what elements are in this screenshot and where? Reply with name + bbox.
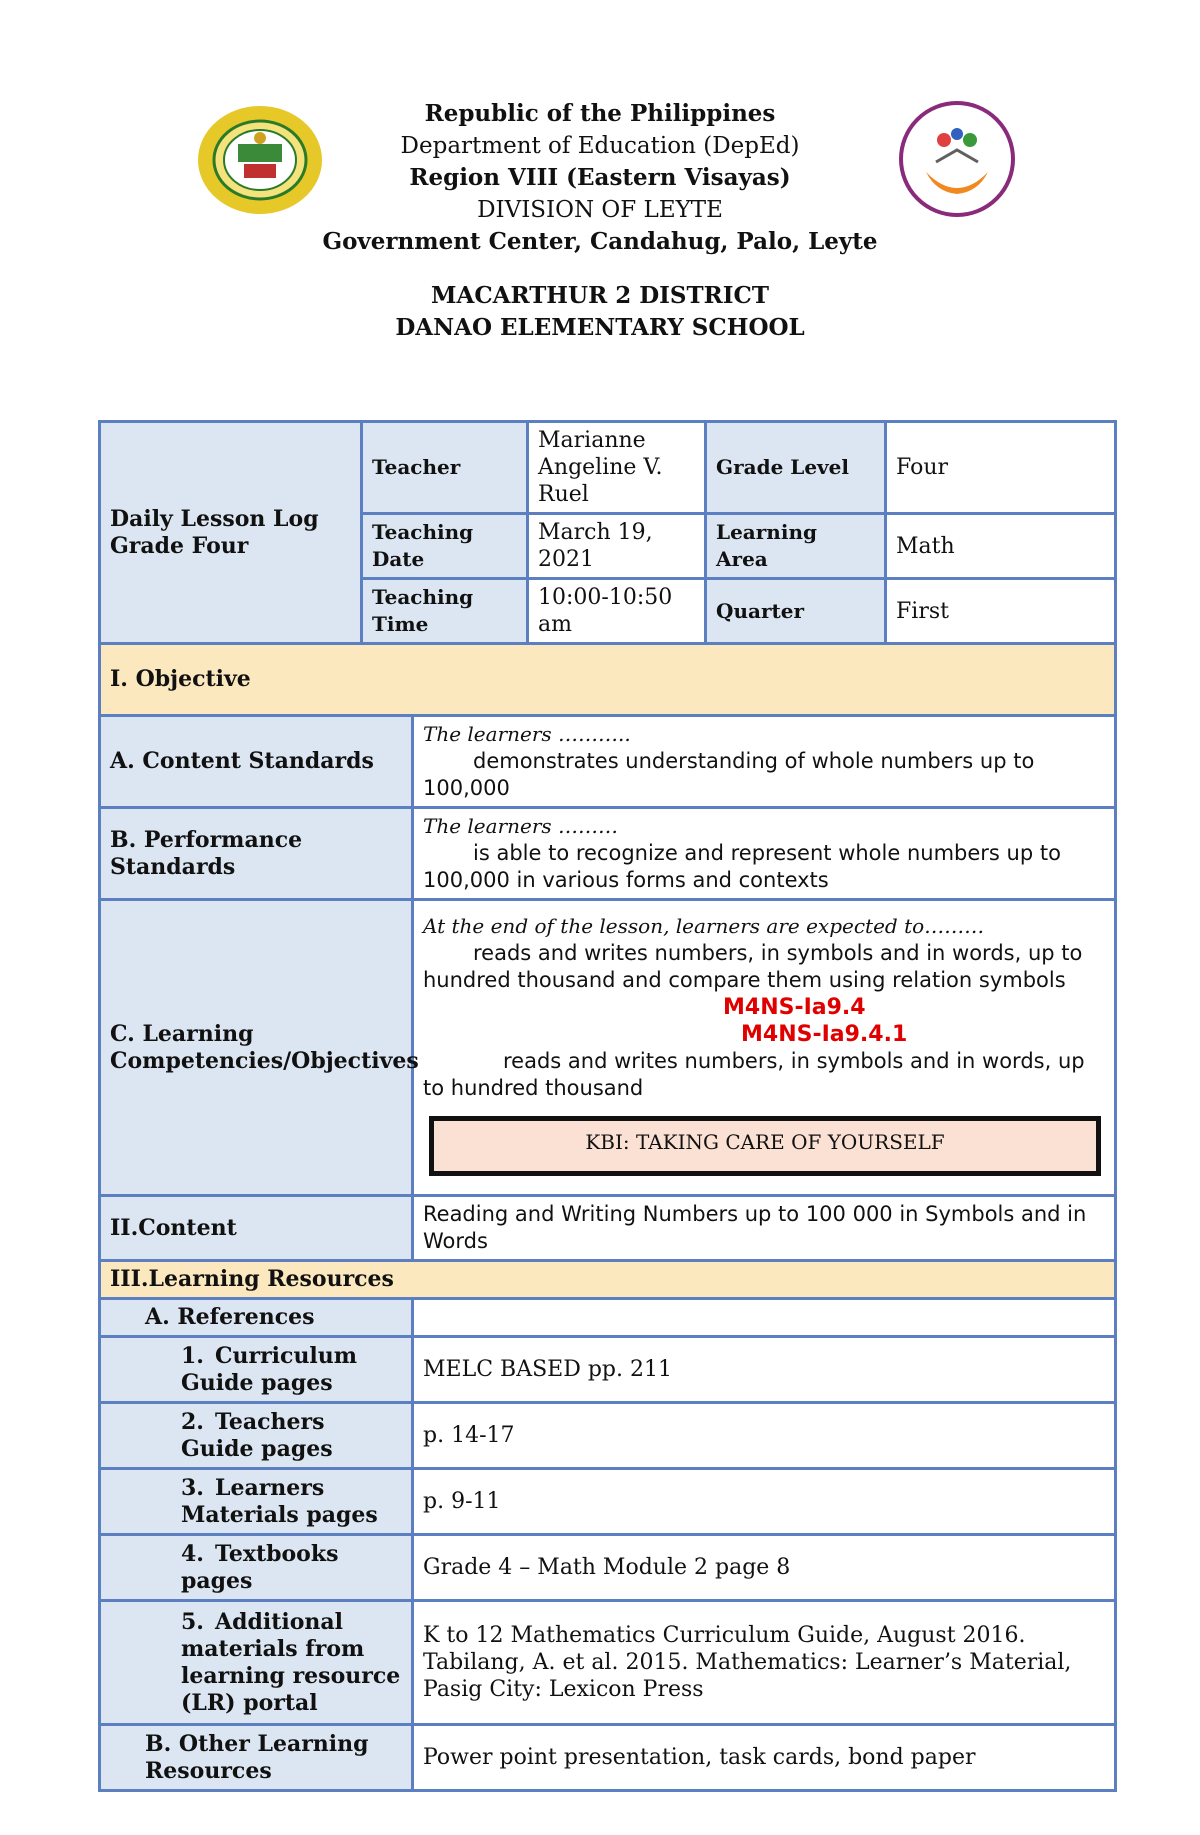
grade-level-label: Grade Level [706, 422, 886, 514]
header-division: DIVISION OF LEYTE [477, 197, 723, 223]
textbooks-value: Grade 4 – Math Module 2 page 8 [413, 1535, 1116, 1601]
content-standards-cell [413, 716, 1116, 808]
header-address: Government Center, Candahug, Palo, Leyte [322, 228, 878, 255]
learning-competencies-label: C. Learning Competencies/Objectives [100, 900, 413, 1196]
kbi-box: KBI: TAKING CARE OF YOURSELF [429, 1116, 1101, 1176]
content-standards-lead: The learners ……….. [423, 722, 631, 746]
teaching-time-value: 10:00-10:50 am [528, 579, 706, 644]
additional-materials-ref-1: K to 12 Mathematics Curriculum Guide, August 2016. [423, 1623, 1026, 1648]
teacher-value: Marianne Angeline V. Ruel [528, 422, 706, 514]
additional-materials-value [413, 1601, 1116, 1725]
additional-materials-ref-2: Tabilang, A. et al. 2015. Mathematics: Learner’s Material, Pasig City: Lexicon Press [423, 1650, 1072, 1702]
quarter-label: Quarter [706, 579, 886, 644]
learning-resources-heading: III.Learning Resources [100, 1261, 1116, 1299]
header-department: Department of Education (DepEd) [400, 133, 800, 159]
competency-code-2: M4NS-Ia9.4.1 [741, 1022, 908, 1047]
teaching-time-label: Teaching Time [362, 579, 528, 644]
other-resources-value: Power point presentation, task cards, bond paper [413, 1725, 1116, 1791]
learning-area-value: Math [886, 514, 1116, 579]
performance-standards-cell [413, 808, 1116, 900]
learning-competencies-cell [413, 900, 1116, 1196]
content-standards-label: A. Content Standards [100, 716, 413, 808]
content-standards-text: demonstrates understanding of whole numbers up to 100,000 [423, 749, 1035, 800]
curriculum-guide-label: 1. Curriculum Guide pages [100, 1337, 413, 1403]
textbooks-label: 4. Textbooks pages [100, 1535, 413, 1601]
learning-area-label: Learning Area [706, 514, 886, 579]
dll-title: Daily Lesson Log [110, 505, 319, 532]
references-label: A. References [100, 1299, 413, 1337]
references-value [413, 1299, 1116, 1337]
learners-materials-label: 3. Learners Materials pages [100, 1469, 413, 1535]
objective-heading: I. Objective [100, 644, 1116, 716]
additional-materials-label: 5. Additional materials from learning resource (LR) portal [100, 1601, 413, 1725]
teaching-date-label: Teaching Date [362, 514, 528, 579]
teachers-guide-value: p. 14-17 [413, 1403, 1116, 1469]
header-region: Region VIII (Eastern Visayas) [409, 164, 791, 191]
content-label: II.Content [100, 1196, 413, 1261]
dll-grade-title: Grade Four [110, 532, 249, 559]
performance-standards-text: is able to recognize and represent whole numbers up to 100,000 in various forms and contexts [423, 841, 1061, 892]
quarter-value: First [886, 579, 1116, 644]
dll-title-cell [100, 422, 362, 644]
header-district: MACARTHUR 2 DISTRICT [431, 282, 769, 309]
learning-competencies-text-2: reads and writes numbers, in symbols and in words, up to hundred thousand [423, 1049, 1085, 1100]
performance-standards-lead: The learners ……… [423, 814, 619, 838]
teacher-label: Teacher [362, 422, 528, 514]
teachers-guide-label: 2. Teachers Guide pages [100, 1403, 413, 1469]
performance-standards-label: B. Performance Standards [100, 808, 413, 900]
content-text: Reading and Writing Numbers up to 100 000 in Symbols and in Words [413, 1196, 1116, 1261]
competency-code-1: M4NS-Ia9.4 [723, 995, 866, 1020]
document-header [0, 98, 1200, 344]
grade-level-value: Four [886, 422, 1116, 514]
curriculum-guide-value: MELC BASED pp. 211 [413, 1337, 1116, 1403]
header-school: DANAO ELEMENTARY SCHOOL [395, 314, 805, 341]
learning-competencies-text-1: reads and writes numbers, in symbols and in words, up to hundred thousand and compare them using relation symbols [423, 941, 1083, 992]
learning-competencies-lead: At the end of the lesson, learners are expected to……… [423, 914, 985, 938]
learners-materials-value: p. 9-11 [413, 1469, 1116, 1535]
other-resources-label: B. Other Learning Resources [100, 1725, 413, 1791]
teaching-date-value: March 19, 2021 [528, 514, 706, 579]
daily-lesson-log-table [98, 420, 1117, 1792]
header-republic: Republic of the Philippines [424, 100, 776, 127]
